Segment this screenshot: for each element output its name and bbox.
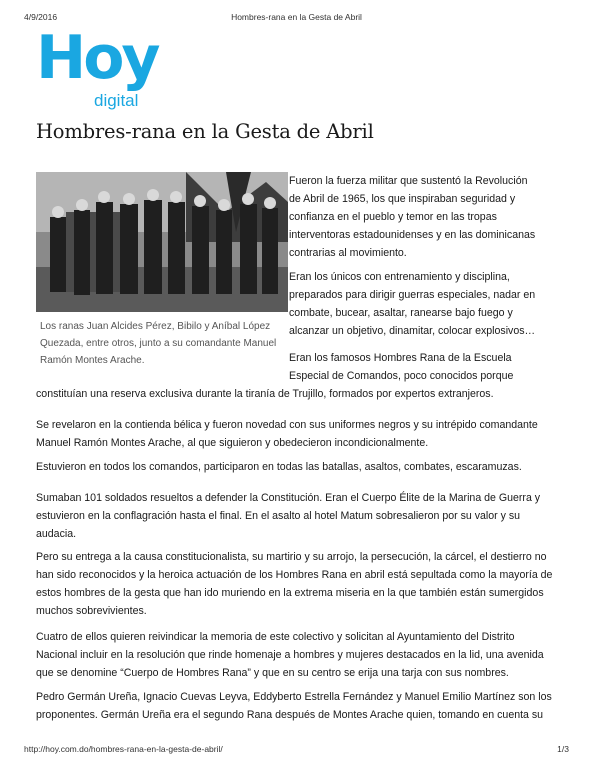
article-paragraph: Eran los famosos Hombres Rana de la Escuela Especial de Comandos, poco conocidos porque — [289, 352, 514, 382]
logo-subword: digital — [94, 91, 139, 110]
page-number: 1/3 — [557, 744, 569, 754]
photo-illustration — [36, 172, 288, 312]
article-paragraph: Pedro Germán Ureña, Ignacio Cuevas Leyva, Eddyberto Estrella Fernández y Manuel Emilio Martínez son los proponentes. Germán Ureña era el segundo Rana después de Montes Arache quien, tomando en cuenta su — [36, 691, 552, 721]
article-paragraph: Fueron la fuerza militar que sustentó la Revolución de Abril de 1965, los que inspiraban seguridad y confianza en el pueblo y temor en las tropas interventoras estadounidenses y en las dominicanas contrarias al movimiento. — [289, 175, 536, 259]
print-page-title: Hombres-rana en la Gesta de Abril — [231, 12, 362, 22]
article-title: Hombres-rana en la Gesta de Abril — [36, 120, 374, 143]
print-date: 4/9/2016 — [24, 12, 58, 22]
article-paragraph: Sumaban 101 soldados resueltos a defender la Constitución. Eran el Cuerpo Élite de la Marina de Guerra y estuvieron en la conflagración hasta el final. En el asalto al hotel Matum sobresalieron por su valor y su audacia. — [36, 492, 541, 540]
article-paragraph: Se revelaron en la contienda bélica y fueron novedad con sus uniformes negros y su intrépido comandante Manuel Ramón Montes Arache, al que siguieron y obedecieron incondicionalmente. — [36, 419, 538, 449]
article-paragraph: Pero su entrega a la causa constitucionalista, su martirio y su arrojo, la persecución, la cárcel, el destierro no han sido reconocidos y la heroica actuación de los Hombres Rana en abril está sepultada como la mayoría de estos hombres de la gesta que han ido muriendo en la extrema miseria en la que también están sumergidos muchos sobrevivientes. — [36, 551, 553, 617]
logo-word: Hoy — [36, 23, 158, 93]
article-paragraph: Eran los únicos con entrenamiento y disciplina, preparados para dirigir guerras especiales, nadar en combate, bucear, asaltar, ranearse bajo fuego y alcanzar un objetivo, dinamitar, colocar explosivos… — [289, 271, 536, 337]
article-photo — [36, 172, 288, 312]
hoy-digital-logo[interactable] — [36, 23, 176, 112]
article-paragraph: Estuvieron en todos los comandos, participaron en todas las batallas, asaltos, combates, escaramuzas. — [36, 461, 522, 473]
photo-caption: Los ranas Juan Alcides Pérez, Bibilo y Aníbal López Quezada, entre otros, junto a su comandante Manuel Ramón Montes Arache. — [40, 321, 277, 366]
print-url[interactable]: http://hoy.com.do/hombres-rana-en-la-gesta-de-abril/ — [24, 744, 223, 754]
article-paragraph: Cuatro de ellos quieren reivindicar la memoria de este colectivo y solicitan al Ayuntamiento del Distrito Nacional incluir en la resolución que rinde homenaje a hombres y mujeres destacados en la lid, una avenida que se denomine “Cuerpo de Hombres Rana” y que en su centro se erija una tarja con sus nombres. — [36, 631, 544, 679]
article-paragraph: constituían una reserva exclusiva durante la tiranía de Trujillo, formados por expertos extranjeros. — [36, 388, 494, 400]
